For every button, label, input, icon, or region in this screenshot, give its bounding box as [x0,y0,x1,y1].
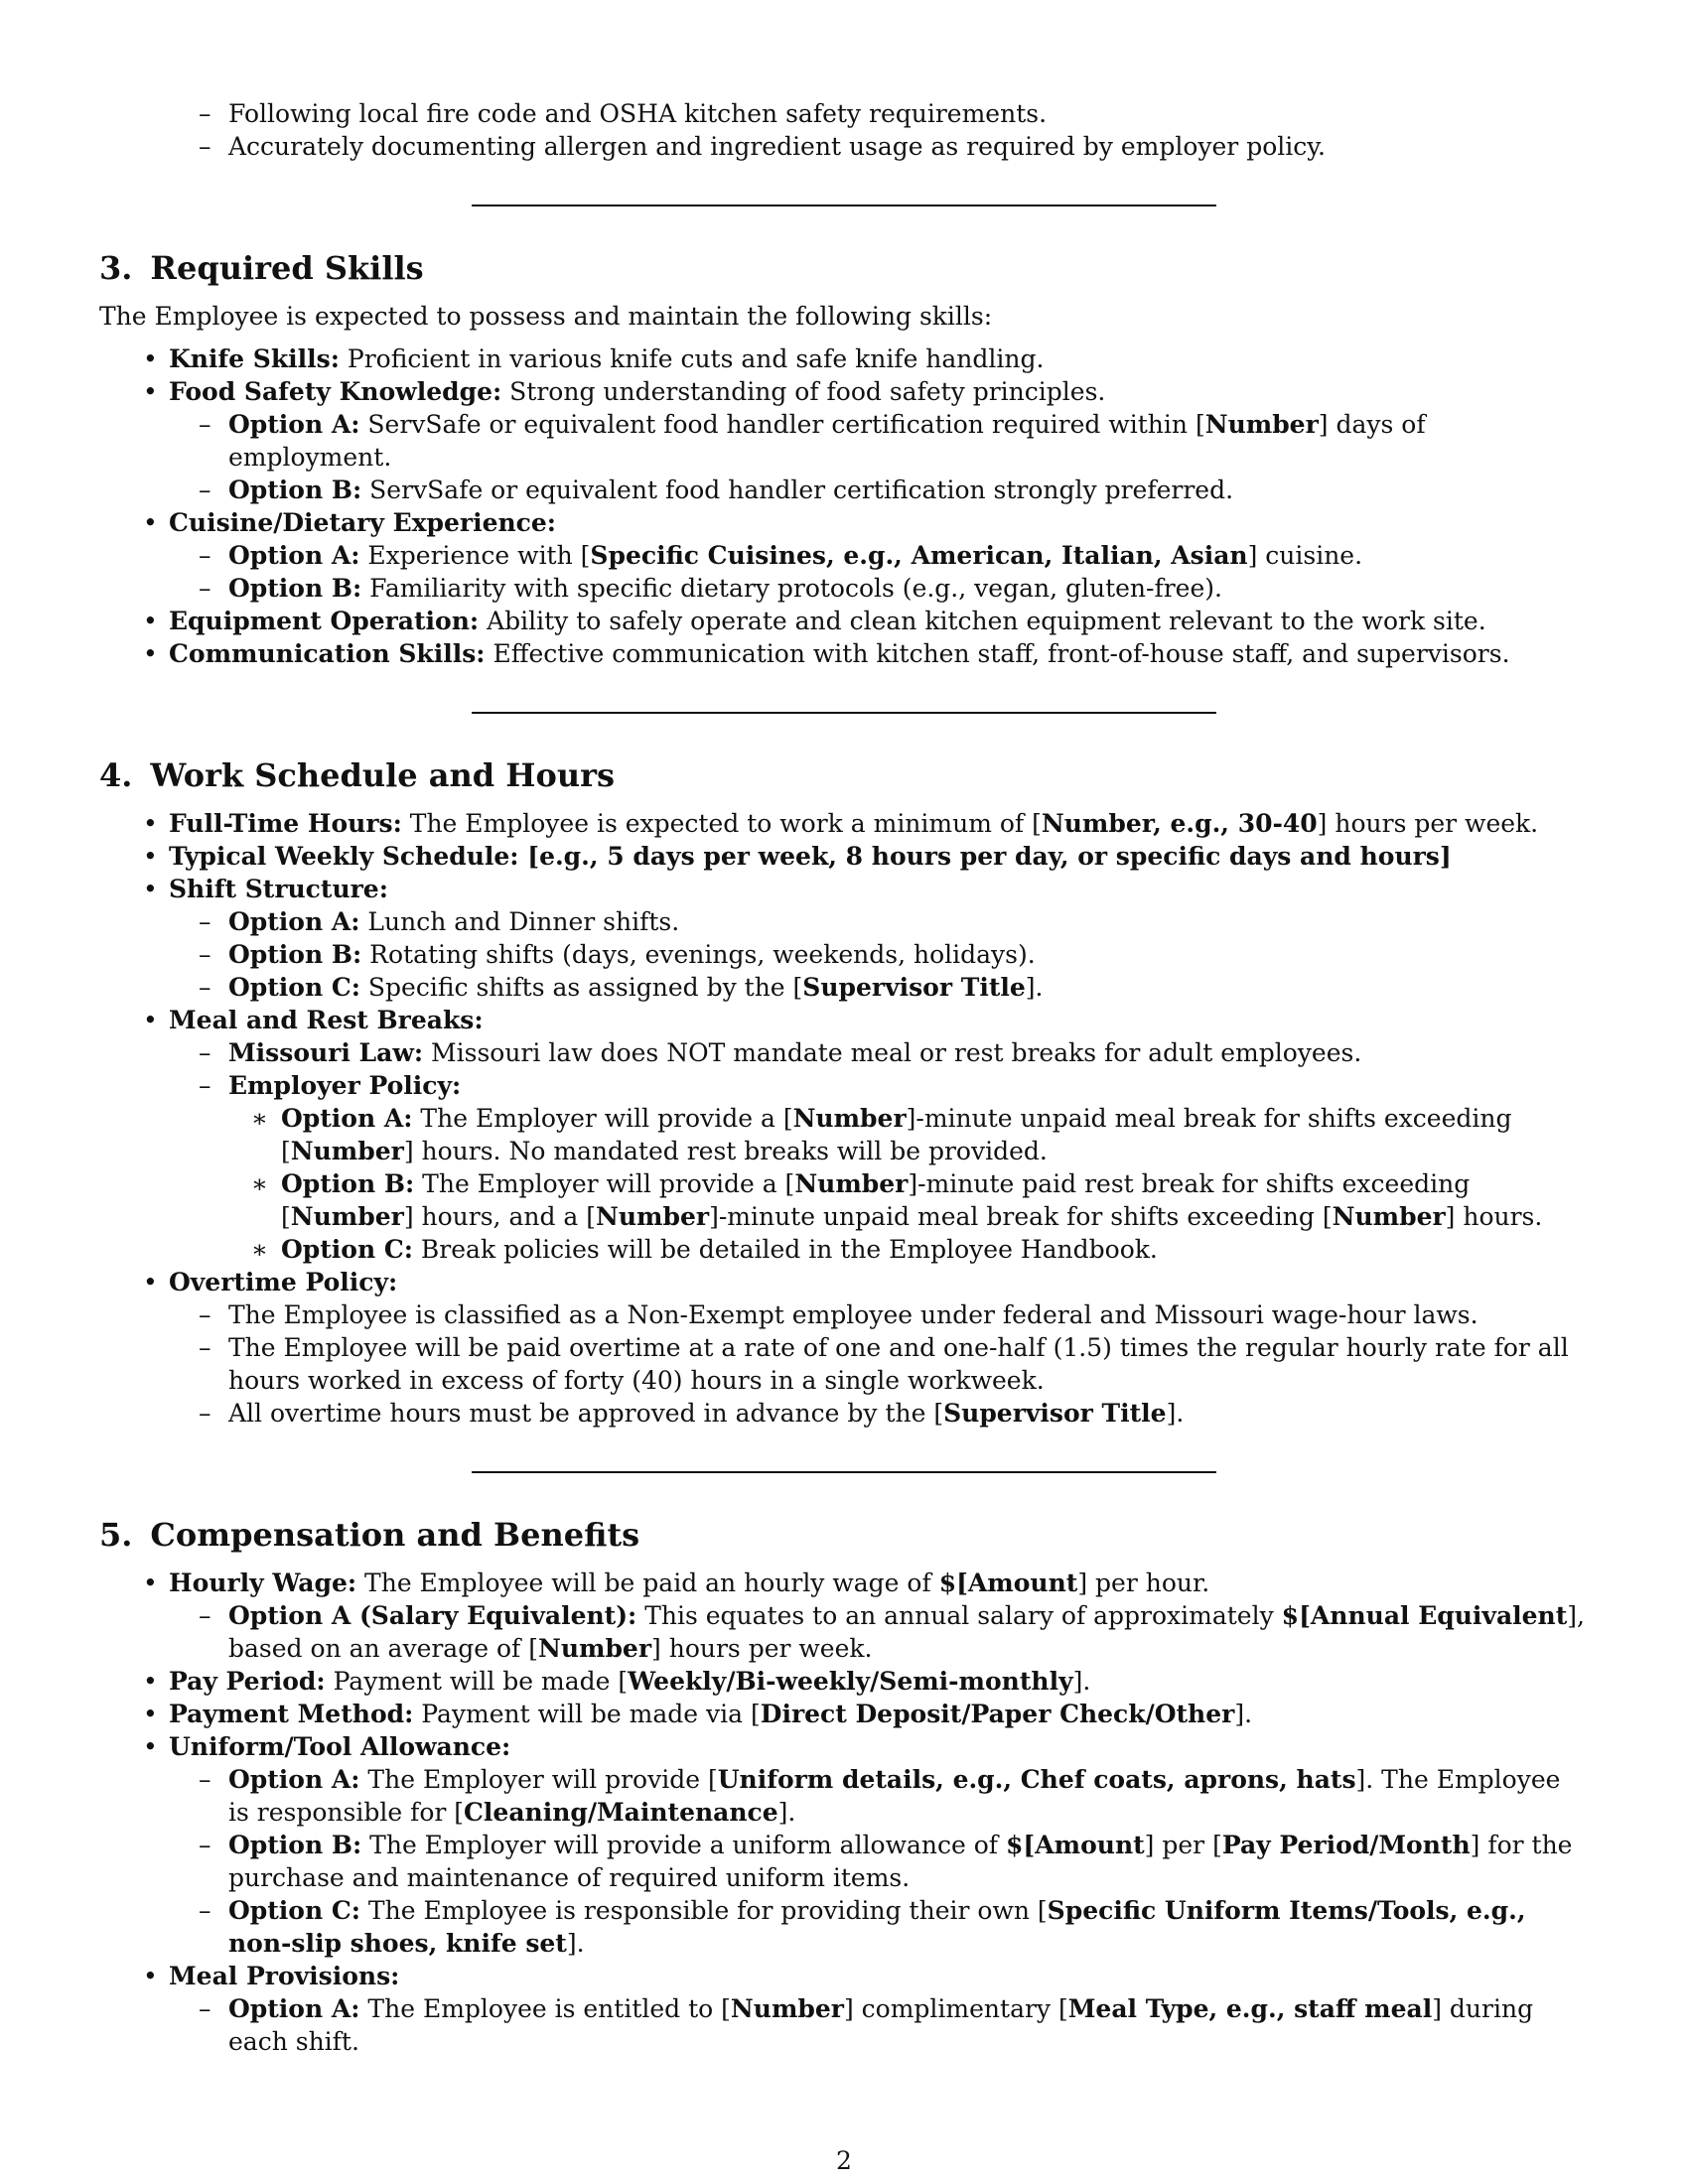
list-item: – Option A: Experience with [Specific Cuisines, e.g., American, Italian, Asian] cuisine. [99,539,1589,572]
list-item: • Communication Skills: Effective communication with kitchen staff, front-of-house staff, and supervisors. [99,637,1589,670]
section-heading-compensation: 5. Compensation and Benefits [99,1516,640,1554]
list-item: • Hourly Wage: The Employee will be paid an hourly wage of $[Amount] per hour. [99,1567,1589,1599]
document-page [99,97,1589,2058]
list-item: • Typical Weekly Schedule: [e.g., 5 days per week, 8 hours per day, or specific days and hours] [99,840,1589,873]
list-item: – Option A: The Employee is entitled to [Number] complimentary [Meal Type, e.g., staff meal] during each shift. [99,1992,1589,2058]
list-item: • Payment Method: Payment will be made via [Direct Deposit/Paper Check/Other]. [99,1698,1589,1730]
list-item: – Option A: The Employer will provide [Uniform details, e.g., Chef coats, aprons, hats]. The Employee is responsible for [Cleaning/Maintenance]. [99,1763,1589,1829]
section-heading-work-schedule: 4. Work Schedule and Hours [99,756,615,794]
section-divider [472,712,1216,714]
list-item: – Missouri Law: Missouri law does NOT mandate meal or rest breaks for adult employees. [99,1036,1589,1069]
list-item: – Option A: ServSafe or equivalent food handler certification required within [Number] days of employment. [99,408,1589,474]
list-item: – The Employee is classified as a Non-Exempt employee under federal and Missouri wage-hour laws. [99,1298,1589,1331]
list-item: – Employer Policy: [99,1069,1589,1102]
list-item: • Uniform/Tool Allowance: [99,1730,1589,1763]
section-heading-required-skills: 3. Required Skills [99,249,424,287]
list-item: – Option B: Familiarity with specific dietary protocols (e.g., vegan, gluten-free). [99,572,1589,605]
list-item: – All overtime hours must be approved in advance by the [Supervisor Title]. [99,1397,1589,1430]
list-item: • Meal and Rest Breaks: [99,1004,1589,1036]
list-item: – Option A: Lunch and Dinner shifts. [99,905,1589,938]
list-item: – Following local fire code and OSHA kitchen safety requirements. [99,97,1589,130]
list-item: • Overtime Policy: [99,1266,1589,1298]
list-item: ∗ Option C: Break policies will be detailed in the Employee Handbook. [99,1233,1589,1266]
list-item: ∗ Option A: The Employer will provide a [Number]-minute unpaid meal break for shifts exceeding [Number] hours. No mandated rest breaks will be provided. [99,1102,1589,1167]
list-item: • Pay Period: Payment will be made [Weekly/Bi-weekly/Semi-monthly]. [99,1665,1589,1698]
list-item: – Option A (Salary Equivalent): This equates to an annual salary of approximately $[Annual Equivalent], based on an average of [Number] hours per week. [99,1599,1589,1665]
section-divider [472,1471,1216,1473]
list-item: – Accurately documenting allergen and ingredient usage as required by employer policy. [99,130,1589,163]
list-item: – Option C: The Employee is responsible for providing their own [Specific Uniform Items/Tools, e.g., non-slip shoes, knife set]. [99,1894,1589,1960]
list-item: • Knife Skills: Proficient in various knife cuts and safe knife handling. [99,342,1589,375]
list-item: • Equipment Operation: Ability to safely operate and clean kitchen equipment relevant to the work site. [99,605,1589,637]
list-item: – Option B: ServSafe or equivalent food handler certification strongly preferred. [99,474,1589,506]
list-item: • Food Safety Knowledge: Strong understanding of food safety principles. [99,375,1589,408]
list-item: • Meal Provisions: [99,1960,1589,1992]
list-item: – Option C: Specific shifts as assigned by the [Supervisor Title]. [99,971,1589,1004]
list-item: – Option B: Rotating shifts (days, evenings, weekends, holidays). [99,938,1589,971]
list-item: – Option B: The Employer will provide a uniform allowance of $[Amount] per [Pay Period/Month] for the purchase and maintenance of required uniform items. [99,1829,1589,1894]
list-item: • Cuisine/Dietary Experience: [99,506,1589,539]
list-item: – The Employee will be paid overtime at a rate of one and one-half (1.5) times the regular hourly rate for all hours worked in excess of forty (40) hours in a single workweek. [99,1331,1589,1397]
section-intro: The Employee is expected to possess and maintain the following skills: [99,302,993,331]
section-divider [472,205,1216,206]
page-number: 2 [836,2146,852,2175]
list-item: • Full-Time Hours: The Employee is expected to work a minimum of [Number, e.g., 30-40] hours per week. [99,807,1589,840]
list-item: • Shift Structure: [99,873,1589,905]
list-item: ∗ Option B: The Employer will provide a [Number]-minute paid rest break for shifts exceeding [Number] hours, and a [Number]-minute unpaid meal break for shifts exceeding [Number] hours. [99,1167,1589,1233]
